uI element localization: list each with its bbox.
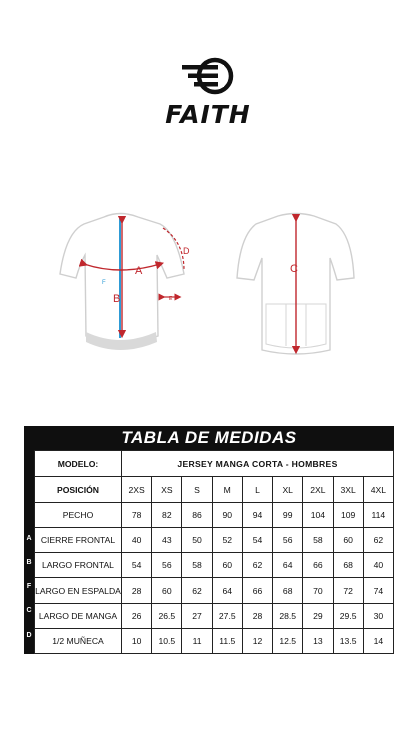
table-row xyxy=(35,553,394,578)
cell: 70 xyxy=(303,578,333,603)
cell: 114 xyxy=(363,503,393,528)
cell: 60 xyxy=(152,578,182,603)
cell: 13 xyxy=(303,628,333,653)
cell: 26 xyxy=(122,603,152,628)
row-label: LARGO DE MANGA xyxy=(35,603,122,628)
row-letters xyxy=(24,450,34,663)
size-header: 3XL xyxy=(333,477,363,503)
size-table xyxy=(24,426,394,663)
cell: 56 xyxy=(273,528,303,553)
cell: 26.5 xyxy=(152,603,182,628)
cell: 43 xyxy=(152,528,182,553)
size-header: 2XL xyxy=(303,477,333,503)
label-a: A xyxy=(135,265,143,277)
cell: 60 xyxy=(212,553,242,578)
cell: 66 xyxy=(242,578,272,603)
cell: 28.5 xyxy=(273,603,303,628)
table-title: TABLA DE MEDIDAS xyxy=(121,428,297,447)
cell: 50 xyxy=(182,528,212,553)
cell: 27 xyxy=(182,603,212,628)
row-letter: D xyxy=(26,632,32,639)
cell: 72 xyxy=(333,578,363,603)
label-f: F xyxy=(102,280,106,286)
model-value: JERSEY MANGA CORTA - HOMBRES xyxy=(122,451,394,477)
size-header: M xyxy=(212,477,242,503)
row-label: LARGO FRONTAL xyxy=(35,553,122,578)
cell: 14 xyxy=(363,628,393,653)
cell: 60 xyxy=(333,528,363,553)
cell: 66 xyxy=(303,553,333,578)
jersey-diagram xyxy=(0,200,416,370)
back-jersey xyxy=(237,214,354,355)
cell: 68 xyxy=(333,553,363,578)
cell: 54 xyxy=(242,528,272,553)
cell: 56 xyxy=(152,553,182,578)
row-letter: B xyxy=(26,559,32,566)
cell: 99 xyxy=(273,503,303,528)
cell: 62 xyxy=(242,553,272,578)
model-row xyxy=(35,451,394,477)
cell: 30 xyxy=(363,603,393,628)
cell: 54 xyxy=(122,553,152,578)
table-row xyxy=(35,578,394,603)
cell: 11.5 xyxy=(212,628,242,653)
measurements-grid xyxy=(34,450,394,654)
label-b: B xyxy=(113,293,121,305)
cell: 104 xyxy=(303,503,333,528)
cell: 64 xyxy=(273,553,303,578)
cell: 58 xyxy=(303,528,333,553)
size-header: XS xyxy=(152,477,182,503)
cell: 82 xyxy=(152,503,182,528)
table-row xyxy=(35,528,394,553)
size-header: XL xyxy=(273,477,303,503)
cell: 78 xyxy=(122,503,152,528)
row-letter: F xyxy=(26,583,32,590)
row-letter: E xyxy=(26,656,32,663)
cell: 29.5 xyxy=(333,603,363,628)
position-label: POSICIÓN xyxy=(35,477,122,503)
cell: 28 xyxy=(242,603,272,628)
row-label: CIERRE FRONTAL xyxy=(35,528,122,553)
label-e: E xyxy=(169,296,173,302)
table-row xyxy=(35,628,394,653)
cell: 109 xyxy=(333,503,363,528)
brand-name: FAITH xyxy=(165,100,251,129)
cell: 62 xyxy=(363,528,393,553)
cell: 10 xyxy=(122,628,152,653)
cell: 29 xyxy=(303,603,333,628)
label-c: C xyxy=(290,263,298,275)
cell: 10.5 xyxy=(152,628,182,653)
size-header: S xyxy=(182,477,212,503)
cell: 94 xyxy=(242,503,272,528)
cell: 40 xyxy=(363,553,393,578)
row-label: PECHO xyxy=(35,503,122,528)
front-jersey xyxy=(60,214,190,351)
row-letter: A xyxy=(26,535,32,542)
cell: 68 xyxy=(273,578,303,603)
row-label: LARGO EN ESPALDA xyxy=(35,578,122,603)
label-d: D xyxy=(183,246,190,256)
table-row xyxy=(35,603,394,628)
cell: 13.5 xyxy=(333,628,363,653)
cell: 64 xyxy=(212,578,242,603)
model-label: MODELO: xyxy=(35,451,122,477)
cell: 11 xyxy=(182,628,212,653)
cell: 90 xyxy=(212,503,242,528)
row-letter: C xyxy=(26,607,32,614)
size-header: L xyxy=(242,477,272,503)
cell: 74 xyxy=(363,578,393,603)
cell: 62 xyxy=(182,578,212,603)
row-label: 1/2 MUÑECA xyxy=(35,628,122,653)
size-header: 4XL xyxy=(363,477,393,503)
cell: 52 xyxy=(212,528,242,553)
cell: 40 xyxy=(122,528,152,553)
cell: 27.5 xyxy=(212,603,242,628)
speed-circle-logo-icon xyxy=(160,56,260,106)
cell: 58 xyxy=(182,553,212,578)
sizes-header-row xyxy=(35,477,394,503)
cell: 86 xyxy=(182,503,212,528)
cell: 12.5 xyxy=(273,628,303,653)
table-row xyxy=(35,503,394,528)
cell: 28 xyxy=(122,578,152,603)
size-header: 2XS xyxy=(122,477,152,503)
cell: 12 xyxy=(242,628,272,653)
